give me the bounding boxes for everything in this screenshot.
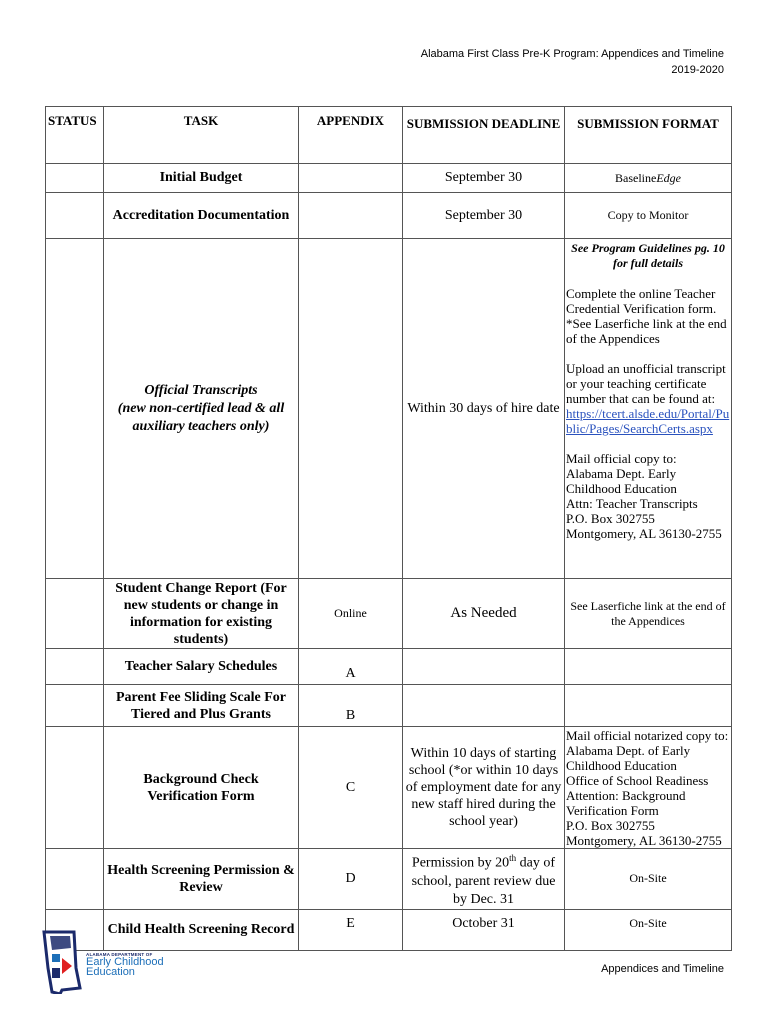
format-cell: [565, 685, 732, 727]
table-row: [46, 685, 732, 727]
deadline-cell: September 30: [403, 193, 565, 239]
table-row: [46, 193, 732, 239]
table-row: [46, 579, 732, 649]
footer-label: Appendices and Timeline: [601, 963, 724, 975]
format-mail-3: Office of School Readiness: [566, 772, 709, 788]
table-row: [46, 727, 732, 849]
format-upload: Upload an unofficial transcript or your teaching certificate number that can be found at:: [566, 361, 726, 406]
format-baseline: Baseline: [615, 170, 657, 185]
deadline-cell: Within 10 days of starting school (*or within 10 days of employment date for any new staff hired during the school year): [403, 727, 565, 849]
format-online-form: Complete the online Teacher Credential Verification form. *See Laserfiche link at the end of the Appendices: [566, 286, 727, 346]
status-cell: [46, 849, 104, 910]
table-row: [46, 849, 732, 910]
appendix-cell: [299, 239, 403, 579]
deadline-part-1: Permission by 20: [411, 855, 510, 871]
appendix-cell: D: [299, 849, 403, 910]
status-cell: [46, 649, 104, 685]
task-cell: [104, 239, 299, 579]
format-cell: Copy to Monitor: [565, 193, 732, 239]
format-mail-2: Alabama Dept. of Early Childhood Education: [566, 742, 691, 773]
task-cell: Accreditation Documentation: [104, 193, 299, 239]
appendix-cell: C: [299, 727, 403, 849]
task-cell: Parent Fee Sliding Scale For Tiered and Plus Grants: [104, 685, 299, 727]
format-cell: [565, 239, 732, 579]
format-mail-5: P.O. Box 302755: [566, 817, 655, 833]
format-mail-5: Montgomery, AL 36130-2755: [566, 526, 722, 541]
status-cell: [46, 727, 104, 849]
deadline-part-2: day of school, parent review due by Dec. 31: [411, 855, 556, 907]
task-cell: Health Screening Permission & Review: [104, 849, 299, 910]
format-mail-6: Montgomery, AL 36130-2755: [566, 832, 722, 848]
appendix-cell: [299, 193, 403, 239]
task-cell: Initial Budget: [104, 164, 299, 193]
timeline-table: [45, 106, 732, 951]
task-header: TASK: [104, 107, 299, 164]
format-mail-1: Mail official notarized copy to:: [566, 727, 729, 743]
deadline-cell: [403, 849, 565, 910]
task-line-2: (new non-certified lead & all auxiliary teachers only): [117, 400, 285, 434]
appendix-cell: B: [299, 685, 403, 727]
format-mail-2: Alabama Dept. Early Childhood Education: [566, 466, 677, 496]
logo-line-1: ALABAMA DEPARTMENT OF: [86, 952, 153, 957]
format-mail-4: P.O. Box 302755: [566, 511, 655, 526]
logo-line-2: Early Childhood: [86, 956, 164, 968]
appendix-cell: Online: [299, 579, 403, 649]
table-row: [46, 649, 732, 685]
table-row: [46, 239, 732, 579]
deadline-cell: [403, 649, 565, 685]
table-row: [46, 164, 732, 193]
logo-line-3: Education: [86, 966, 135, 978]
format-cell: [565, 727, 732, 849]
task-cell: Child Health Screening Record: [104, 909, 299, 950]
deadline-header: SUBMISSION DEADLINE: [403, 107, 565, 164]
task-line-1: Official Transcripts: [144, 382, 258, 398]
format-guidelines: See Program Guidelines pg. 10 for full details: [571, 241, 725, 270]
status-cell: [46, 164, 104, 193]
status-cell: [46, 685, 104, 727]
header-title: Alabama First Class Pre-K Program: Appendices and Timeline: [420, 48, 724, 60]
format-cell: On-Site: [565, 849, 732, 910]
deadline-cell: Within 30 days of hire date: [403, 239, 565, 579]
task-cell: Background Check Verification Form: [104, 727, 299, 849]
appendix-cell: E: [299, 909, 403, 950]
format-mail-3: Attn: Teacher Transcripts: [566, 496, 698, 511]
status-cell: [46, 239, 104, 579]
format-cell: See Laserfiche link at the end of the Appendices: [565, 579, 732, 649]
document-header: [421, 46, 724, 78]
appendix-cell: A: [299, 649, 403, 685]
task-cell: Teacher Salary Schedules: [104, 649, 299, 685]
task-cell: Student Change Report (For new students or change in information for existing students): [104, 579, 299, 649]
logo-wordmark: [86, 952, 164, 977]
format-link[interactable]: https://tcert.alsde.edu/Portal/Public/Pages/SearchCerts.aspx: [566, 406, 730, 436]
format-cell: On-Site: [565, 909, 732, 950]
format-edge: Edge: [656, 170, 681, 185]
format-mail-1: Mail official copy to:: [566, 451, 677, 466]
format-mail-4: Attention: Background Verification Form: [566, 787, 686, 818]
format-cell: [565, 164, 732, 193]
format-header: SUBMISSION FORMAT: [565, 107, 732, 164]
status-cell: [46, 193, 104, 239]
appendix-header: APPENDIX: [299, 107, 403, 164]
deadline-cell: September 30: [403, 164, 565, 193]
deadline-cell: [403, 685, 565, 727]
status-cell: [46, 579, 104, 649]
deadline-superscript: th: [509, 853, 517, 863]
appendix-cell: [299, 164, 403, 193]
deadline-cell: As Needed: [403, 579, 565, 649]
format-cell: [565, 649, 732, 685]
deadline-cell: October 31: [403, 909, 565, 950]
status-header: STATUS: [46, 107, 104, 164]
header-row: [46, 107, 732, 164]
header-year: 2019-2020: [671, 64, 724, 76]
